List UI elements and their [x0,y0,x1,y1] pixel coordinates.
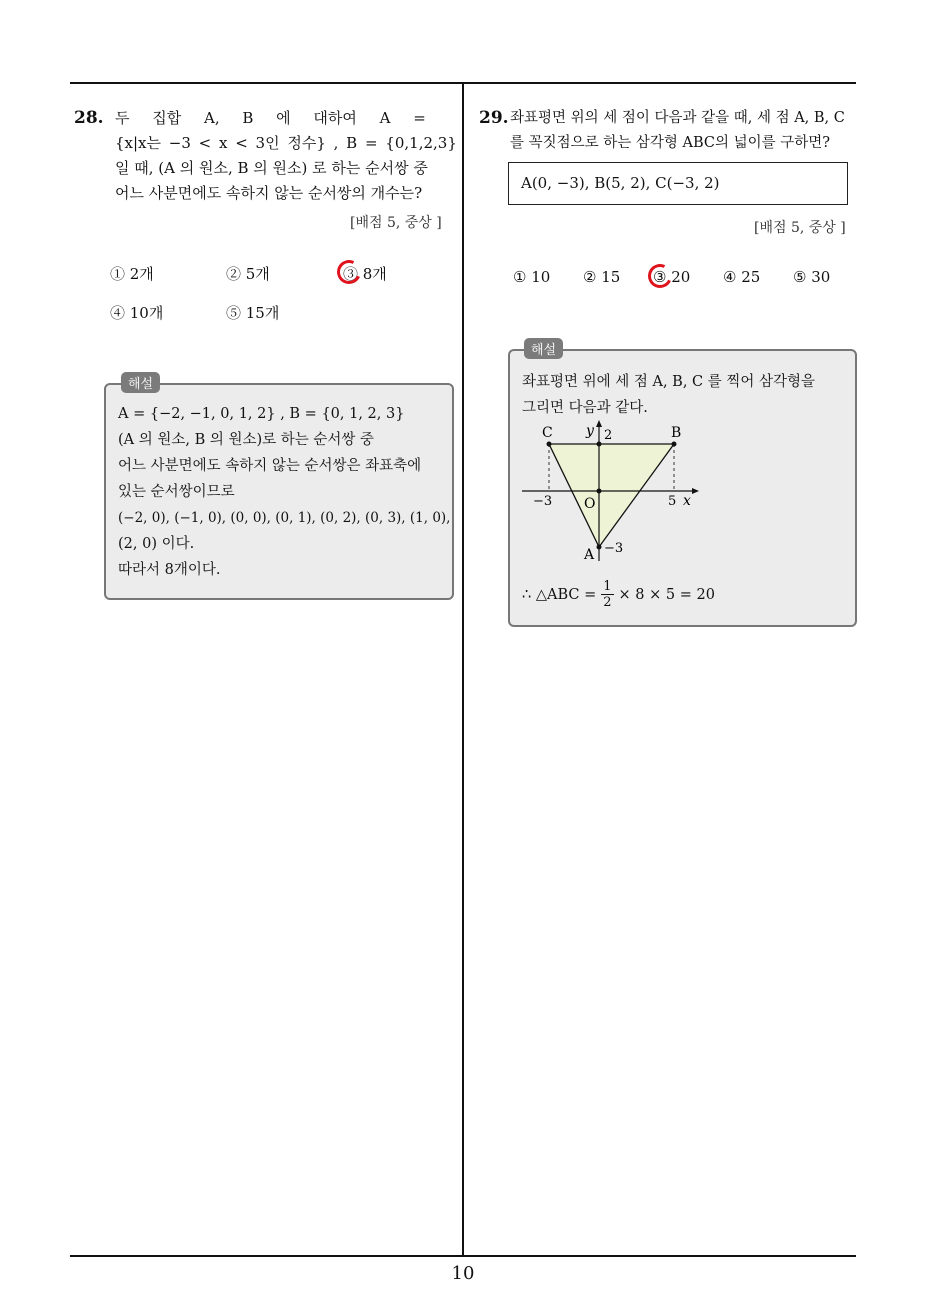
point-b [672,442,677,447]
q28-line: 두 집합 A, B 에 대하여 A = [115,109,426,127]
q29-score: [배점 5, 중상 ] [754,220,846,236]
solution-line: 좌표평면 위에 세 점 A, B, C 를 찍어 삼각형을 [522,374,816,390]
label-y: y [586,423,594,439]
triangle-graph [518,421,718,571]
area-formula [522,579,715,610]
q28-line: 일 때, (A 의 원소, B 의 원소) 로 하는 순서쌍 중 [115,159,428,177]
q29-choice-4[interactable]: ④ 25 [723,268,761,286]
point-origin [597,489,602,494]
q28-choice-2[interactable]: ② 5개 [226,265,270,283]
label-x: x [683,493,691,509]
q28-score: [배점 5, 중상 ] [350,215,442,231]
page-number: 10 [451,1263,475,1284]
bottom-rule [70,1255,856,1257]
q28-choice-5[interactable]: ⑤ 15개 [226,304,280,322]
label-c: C [542,425,553,441]
area-prefix: ∴ △ABC = [522,586,597,603]
q28-solution-box [104,383,454,600]
solution-line: 따라서 8개이다. [118,562,221,578]
q28-text [115,106,457,206]
q29-solution-tag: 해설 [524,338,563,359]
q28-solution-tag: 해설 [121,372,160,393]
x-axis-arrow [692,488,699,494]
fraction-denominator: 2 [603,595,612,610]
column-divider [462,83,464,1256]
point-y2 [597,442,602,447]
q29-number: 29. [479,108,509,128]
label-a: A [584,547,595,563]
point-a [597,545,602,550]
solution-line: 어느 사분면에도 속하지 않는 순서쌍은 좌표축에 [118,458,422,474]
q28-number: 28. [74,108,104,128]
q29-choice-2[interactable]: ② 15 [583,268,621,286]
q29-points-box: A(0, −3), B(5, 2), C(−3, 2) [508,162,848,205]
fraction-numerator: 1 [603,579,612,594]
q29-choice-5[interactable]: ⑤ 30 [793,268,831,286]
label-x-neg3: −3 [533,494,553,509]
point-c [547,442,552,447]
q29-solution-box [508,349,857,627]
q28-line: 어느 사분면에도 속하지 않는 순서쌍의 개수는? [115,184,423,202]
q28-choice-4[interactable]: ④ 10개 [110,304,164,322]
answer-circle-mark [645,261,676,292]
q28-line: {x|x는 −3 < x < 3인 정수} , B = {0,1,2,3} [115,134,457,152]
solution-line: 그리면 다음과 같다. [522,400,648,416]
label-y-neg3: −3 [604,541,624,556]
solution-line: (2, 0) 이다. [118,536,195,552]
label-origin: O [584,496,596,512]
q29-line: 좌표평면 위의 세 점이 다음과 같을 때, 세 점 A, B, C [510,110,845,126]
q28-choice-1[interactable]: ① 2개 [110,265,154,283]
solution-line: A = {−2, −1, 0, 1, 2} , B = {0, 1, 2, 3} [118,406,405,422]
area-suffix: × 8 × 5 = 20 [618,586,715,603]
q29-choice-1[interactable]: ① 10 [513,268,551,286]
solution-line: 있는 순서쌍이므로 [118,484,235,500]
q29-choice-3[interactable]: ③ 20 [653,268,691,286]
solution-line: (−2, 0), (−1, 0), (0, 0), (0, 1), (0, 2), (0, 3), (1, 0), [118,510,451,526]
q29-line: 를 꼭짓점으로 하는 삼각형 ABC의 넓이를 구하면? [510,135,831,151]
q29-text [510,106,860,156]
fraction [601,579,613,610]
y-axis-arrow [596,420,602,427]
label-x-5: 5 [668,494,677,509]
q28-choice-3[interactable]: ③ 8개 [343,265,387,283]
label-b: B [671,425,682,441]
triangle-abc [549,444,677,547]
solution-line: (A 의 원소, B 의 원소)로 하는 순서쌍 중 [118,432,375,448]
label-y-2: 2 [604,428,613,443]
